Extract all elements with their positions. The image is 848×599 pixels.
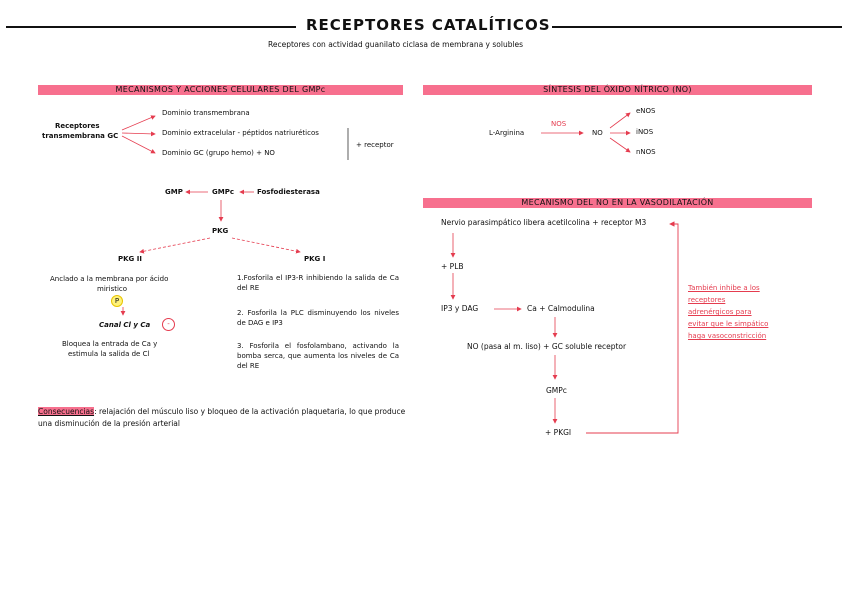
note-line-3: adrenérgicos para: [688, 308, 752, 316]
enos-label: eNOS: [636, 107, 656, 115]
domain-gc: Dominio GC (grupo hemo) + NO: [162, 149, 275, 157]
section-band-gmpc: [38, 85, 403, 95]
receptor-plus: + receptor: [356, 141, 394, 149]
note-line-1: También inhibe a los: [688, 284, 760, 292]
phosphate-mark-label: P: [114, 297, 120, 305]
consequences-text: : relajación del músculo liso y bloqueo de la activación plaquetaria, lo que produce una disminución de la presión arterial: [38, 407, 406, 428]
vaso-step-2: + PLB: [441, 262, 464, 271]
domain-extracellular: Dominio extracelular - péptidos natriuréticos: [162, 129, 319, 137]
note-line-5: haga vasoconstricción: [688, 332, 767, 340]
receptor-label-2: transmembrana GC: [42, 132, 119, 140]
vaso-step-3: IP3 y DAG: [441, 304, 479, 313]
page-title: RECEPTORES CATALÍTICOS: [306, 16, 551, 34]
no-label: NO: [592, 129, 603, 137]
section-band-vaso: [423, 198, 812, 208]
receptor-label-1: Receptores: [55, 122, 100, 130]
pkg1-point-2: 2. Fosforila la PLC disminuyendo los niveles de DAG e IP3: [237, 309, 399, 327]
pkg2-desc-1: Anclado a la membrana por ácido: [50, 275, 169, 283]
vaso-step-4: NO (pasa al m. liso) + GC soluble receptor: [467, 342, 627, 351]
pkg-label: PKG: [212, 227, 229, 235]
vaso-step-1: Nervio parasimpático libera acetilcolina + receptor M3: [441, 218, 647, 227]
section-band-no: [423, 85, 812, 95]
note-line-2: receptores: [688, 296, 726, 304]
pkg2-effect-2: estimula la salida de Cl: [68, 350, 150, 358]
minus-mark: [162, 318, 175, 331]
pkg1-label: PKG I: [304, 255, 326, 263]
pkg1-point-1: 1.Fosforila el IP3-R inhibiendo la salida de Ca del RE: [237, 274, 399, 292]
gmpc-label: GMPc: [212, 188, 234, 196]
section-title-vaso: MECANISMO DEL NO EN LA VASODILATACIÓN: [521, 197, 714, 207]
vaso-step-3b: Ca + Calmodulina: [527, 304, 595, 313]
page-subtitle: Receptores con actividad guanilato ciclasa de membrana y solubles: [268, 40, 524, 49]
phosphodiesterase-label: Fosfodiesterasa: [257, 188, 320, 196]
note-line-4: evitar que le simpático: [688, 320, 769, 328]
minus-mark-label: -: [167, 320, 170, 328]
pkg2-label: PKG II: [118, 255, 142, 263]
section-title-gmpc: MECANISMOS Y ACCIONES CELULARES DEL GMPc: [115, 84, 326, 94]
inos-label: iNOS: [636, 128, 654, 136]
gmp-label: GMP: [165, 188, 183, 196]
nnos-label: nNOS: [636, 148, 656, 156]
consequences-label: Consecuencias: [38, 407, 95, 416]
section-title-no: SÍNTESIS DEL ÓXIDO NÍTRICO (NO): [543, 84, 692, 94]
channel-label: Canal Cl y Ca: [99, 321, 151, 329]
pkg2-desc-2: miristico: [97, 285, 128, 293]
vaso-step-5: GMPc: [546, 386, 567, 395]
nos-label: NOS: [551, 120, 567, 128]
pkg1-point-3: 3. Fosforila el fosfolambano, activando la bomba serca, que aumenta los niveles de Ca del RE: [237, 342, 399, 370]
domain-transmembrane: Dominio transmembrana: [162, 109, 250, 117]
vaso-step-6: + PKGI: [545, 428, 572, 437]
pkg2-effect-1: Bloquea la entrada de Ca y: [62, 340, 158, 348]
arginine-label: L-Arginina: [489, 129, 525, 137]
phosphate-mark: [111, 295, 123, 307]
consequences: [38, 406, 410, 430]
